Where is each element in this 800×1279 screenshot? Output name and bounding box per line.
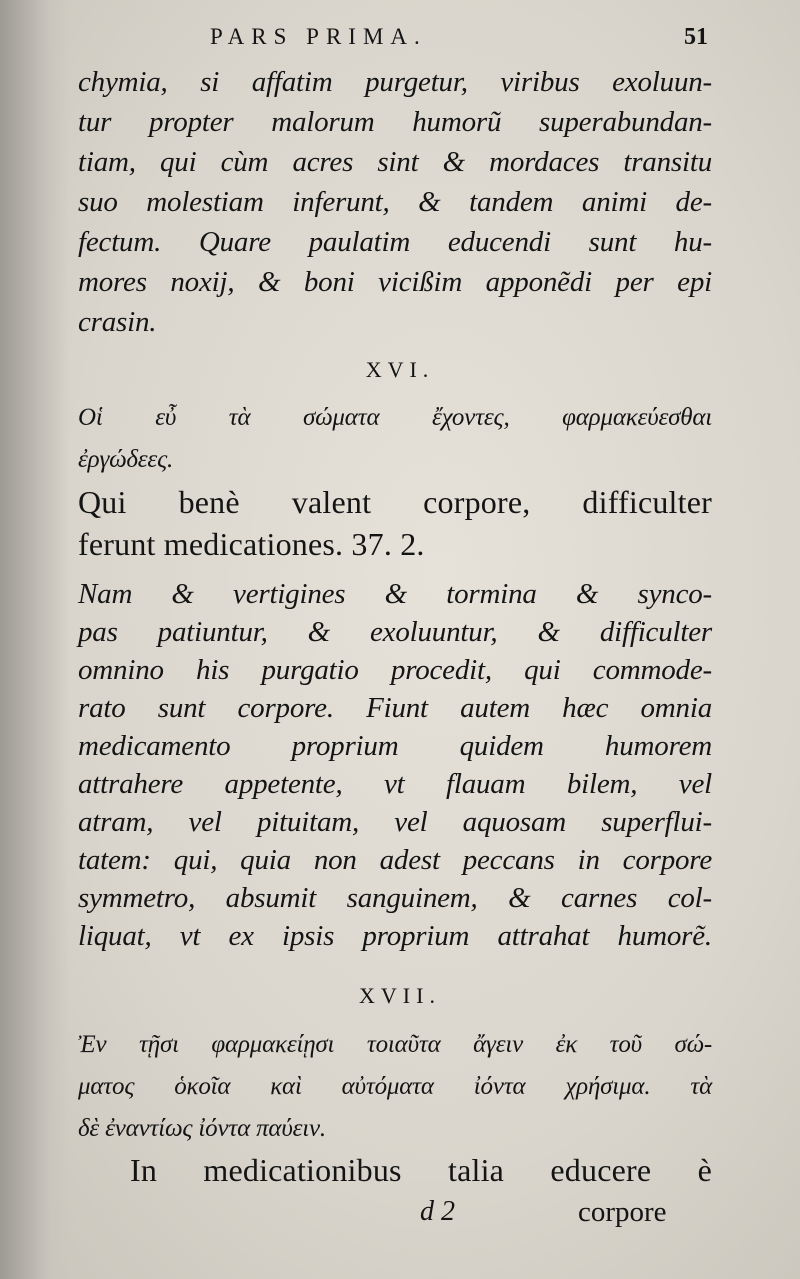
greek-text-line: δὲ ἐναντίως ἰόντα παύειν. <box>78 1115 326 1142</box>
commentary-line: tatem: qui, quia non adest peccans in corpore <box>78 844 712 876</box>
commentary-line: pas patiuntur, & exoluuntur, & difficulter <box>78 616 712 648</box>
text-line: tur propter malorum humorũ superabundan- <box>78 106 712 138</box>
text-line: tiam, qui cùm acres sint & mordaces transitu <box>78 146 712 178</box>
text-line: crasin. <box>78 306 157 338</box>
latin-aphorism-line: In medicationibus talia educere è <box>130 1152 712 1188</box>
latin-aphorism-line: Qui benè valent corpore, difficulter <box>78 484 712 520</box>
text-line: fectum. Quare paulatim educendi sunt hu- <box>78 226 712 258</box>
commentary-line: rato sunt corpore. Fiunt autem hæc omnia <box>78 692 712 724</box>
commentary-line: attrahere appetente, vt flauam bilem, vel <box>78 768 712 800</box>
aphorism-numeral: XVII. <box>359 983 441 1008</box>
text-line: suo molestiam inferunt, & tandem animi de- <box>78 186 712 218</box>
greek-text-line: Οἱ εὖ τὰ σώματα ἔχοντες, φαρμακεύεσθαι <box>78 404 712 431</box>
catchword: corpore <box>578 1196 667 1228</box>
text-line: chymia, si affatim purgetur, viribus exoluun- <box>78 66 712 98</box>
commentary-line: atram, vel pituitam, vel aquosam superflui- <box>78 806 712 838</box>
running-title: PARS PRIMA. <box>210 24 427 49</box>
commentary-line: liquat, vt ex ipsis proprium attrahat humorẽ. <box>78 920 712 952</box>
text-line: mores noxij, & boni vicißim apponẽdi per epi <box>78 266 712 298</box>
greek-text-line: ἐργώδεες. <box>78 446 174 473</box>
commentary-line: symmetro, absumit sanguinem, & carnes col- <box>78 882 712 914</box>
latin-aphorism-line: ferunt medicationes. 37. 2. <box>78 526 425 562</box>
commentary-line: omnino his purgatio procedit, qui commode- <box>78 654 712 686</box>
aphorism-numeral: XVI. <box>365 357 435 382</box>
commentary-line: Nam & vertigines & tormina & synco- <box>78 578 712 610</box>
signature-mark: d 2 <box>420 1196 455 1227</box>
commentary-line: medicamento proprium quidem humorem <box>78 730 712 762</box>
page-gutter-shadow <box>0 0 70 1279</box>
page-number: 51 <box>684 24 708 50</box>
greek-text-line: ματος ὁκοῖα καὶ αὐτόματα ἰόντα χρήσιμα. τὰ <box>78 1073 712 1100</box>
greek-text-line: Ἐν τῇσι φαρμακείῃσι τοιαῦτα ἄγειν ἐκ τοῦ σώ- <box>78 1031 712 1058</box>
